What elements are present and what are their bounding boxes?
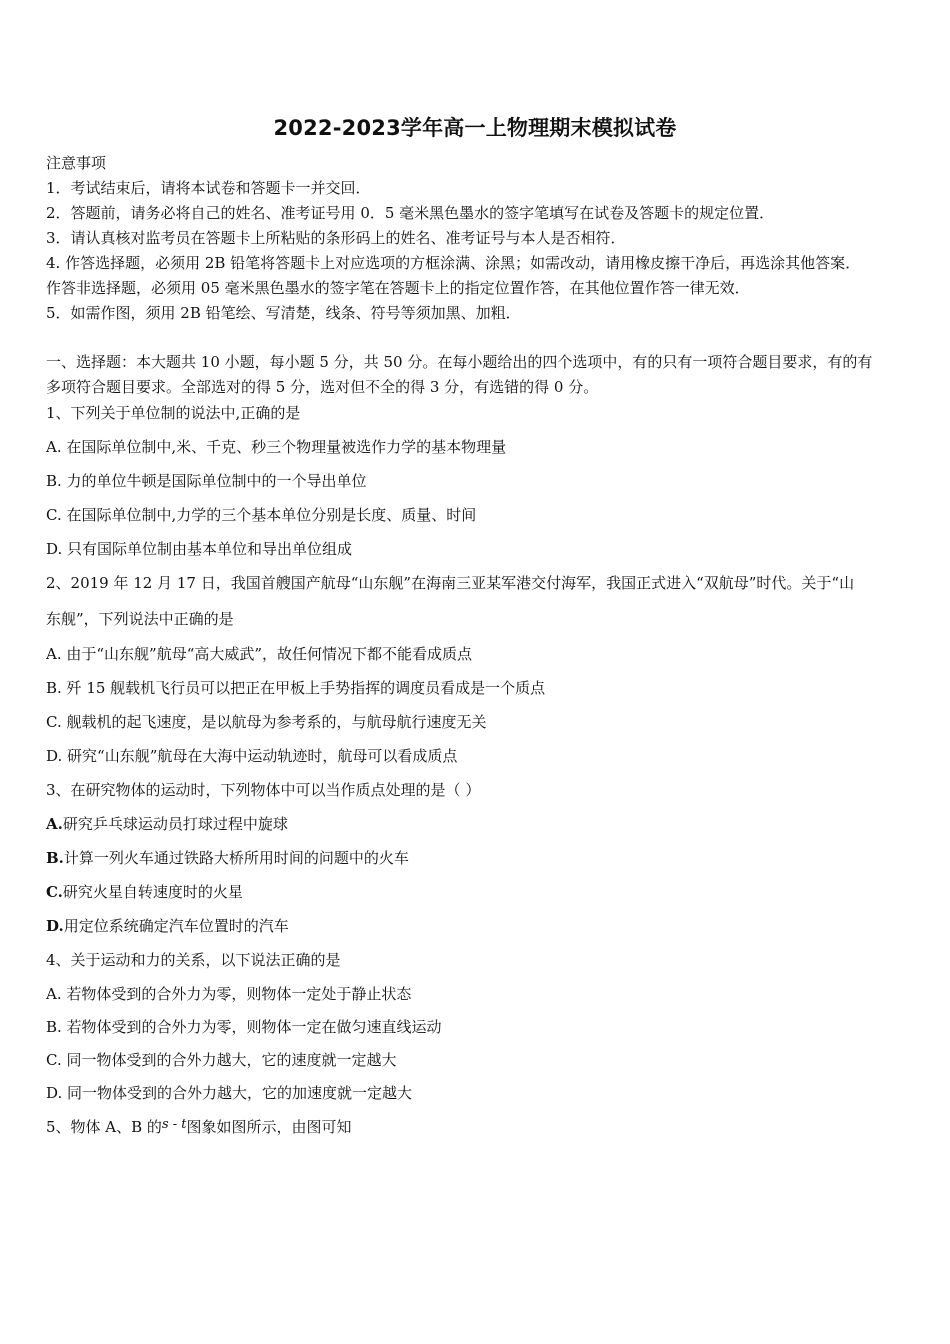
question-2-stem-line1: 2、2019 年 12 月 17 日，我国首艘国产航母“山东舰”在海南三亚某军港交付海军，我国正式进入“双航母”时代。关于“山 [46, 574, 855, 592]
option-text: 用定位系统确定汽车位置时的汽车 [63, 917, 289, 935]
question-2-option-d: D. 研究“山东舰”航母在大海中运动轨迹时，航母可以看成质点 [46, 747, 458, 765]
st-graph-symbol: s - t [161, 1117, 187, 1132]
notice-item: 1．考试结束后，请将本试卷和答题卡一并交回． [46, 179, 371, 197]
section-instructions-line1: 一、选择题：本大题共 10 小题，每小题 5 分，共 50 分。在每小题给出的四个选项中，有的只有一项符合题目要求，有的有 [46, 353, 873, 371]
question-4-option-a: A. 若物体受到的合外力为零，则物体一定处于静止状态 [46, 985, 412, 1003]
question-4-option-c: C. 同一物体受到的合外力越大，它的速度就一定越大 [46, 1051, 397, 1069]
question-1-option-b: B. 力的单位牛顿是国际单位制中的一个导出单位 [46, 472, 367, 490]
question-1-option-a: A. 在国际单位制中,米、千克、秒三个物理量被选作力学的基本物理量 [46, 438, 507, 456]
question-5-stem [46, 1116, 352, 1137]
question-4-option-d: D. 同一物体受到的合外力越大，它的加速度就一定越大 [46, 1084, 413, 1102]
question-2-option-b: B. 歼 15 舰载机飞行员可以把正在甲板上手势指挥的调度员看成是一个质点 [46, 679, 546, 697]
question-4-stem: 4、关于运动和力的关系，以下说法正确的是 [46, 951, 341, 969]
question-3-option-b [46, 847, 409, 868]
notice-item: 2．答题前，请务必将自己的姓名、准考证号用 0．5 毫米黑色墨水的签字笔填写在试卷及答题卡的规定位置． [46, 204, 775, 222]
notice-item: 3．请认真核对监考员在答题卡上所粘贴的条形码上的姓名、准考证号与本人是否相符． [46, 229, 626, 247]
option-letter: C. [46, 883, 63, 901]
option-text: 计算一列火车通过铁路大桥所用时间的问题中的火车 [63, 849, 409, 867]
notice-heading: 注意事项 [46, 154, 107, 172]
section-instructions-line2: 多项符合题目要求。全部选对的得 5 分，选对但不全的得 3 分，有选错的得 0 分。 [46, 378, 599, 396]
question-1-option-d: D. 只有国际单位制由基本单位和导出单位组成 [46, 540, 353, 558]
question-1-option-c: C. 在国际单位制中,力学的三个基本单位分别是长度、质量、时间 [46, 506, 477, 524]
option-text: 研究火星自转速度时的火星 [62, 883, 243, 901]
question-3-option-c [46, 881, 243, 902]
notice-item: 4. 作答选择题，必须用 2B 铅笔将答题卡上对应选项的方框涂满、涂黑；如需改动，请用橡皮擦干净后，再选涂其他答案． [46, 254, 861, 272]
notice-item: 5．如需作图，须用 2B 铅笔绘、写清楚，线条、符号等须加黑、加粗． [46, 304, 521, 322]
question-2-option-a: A. 由于“山东舰”航母“高大威武”，故任何情况下都不能看成质点 [46, 645, 473, 663]
notice-item: 作答非选择题，必须用 05 毫米黑色墨水的签字笔在答题卡上的指定位置作答，在其他位置作答一律无效． [46, 279, 750, 297]
question-1-stem: 1、下列关于单位制的说法中,正确的是 [46, 404, 301, 422]
option-letter: D. [46, 917, 64, 935]
question-3-option-d [46, 915, 289, 936]
option-text: 研究乒乓球运动员打球过程中旋球 [62, 815, 288, 833]
question-2-option-c: C. 舰载机的起飞速度，是以航母为参考系的，与航母航行速度无关 [46, 713, 487, 731]
question-5-prefix: 5、物体 A、B 的 [46, 1118, 162, 1136]
question-5-suffix: 图象如图所示，由图可知 [186, 1118, 352, 1136]
option-letter: B. [46, 849, 64, 867]
option-letter: A. [46, 815, 63, 833]
page-title: 2022-2023学年高一上物理期末模拟试卷 [273, 116, 677, 140]
question-3-stem: 3、在研究物体的运动时，下列物体中可以当作质点处理的是（ ） [46, 781, 481, 799]
question-3-option-a [46, 813, 288, 834]
question-2-stem-line2: 东舰”，下列说法中正确的是 [46, 610, 234, 628]
question-4-option-b: B. 若物体受到的合外力为零，则物体一定在做匀速直线运动 [46, 1018, 442, 1036]
